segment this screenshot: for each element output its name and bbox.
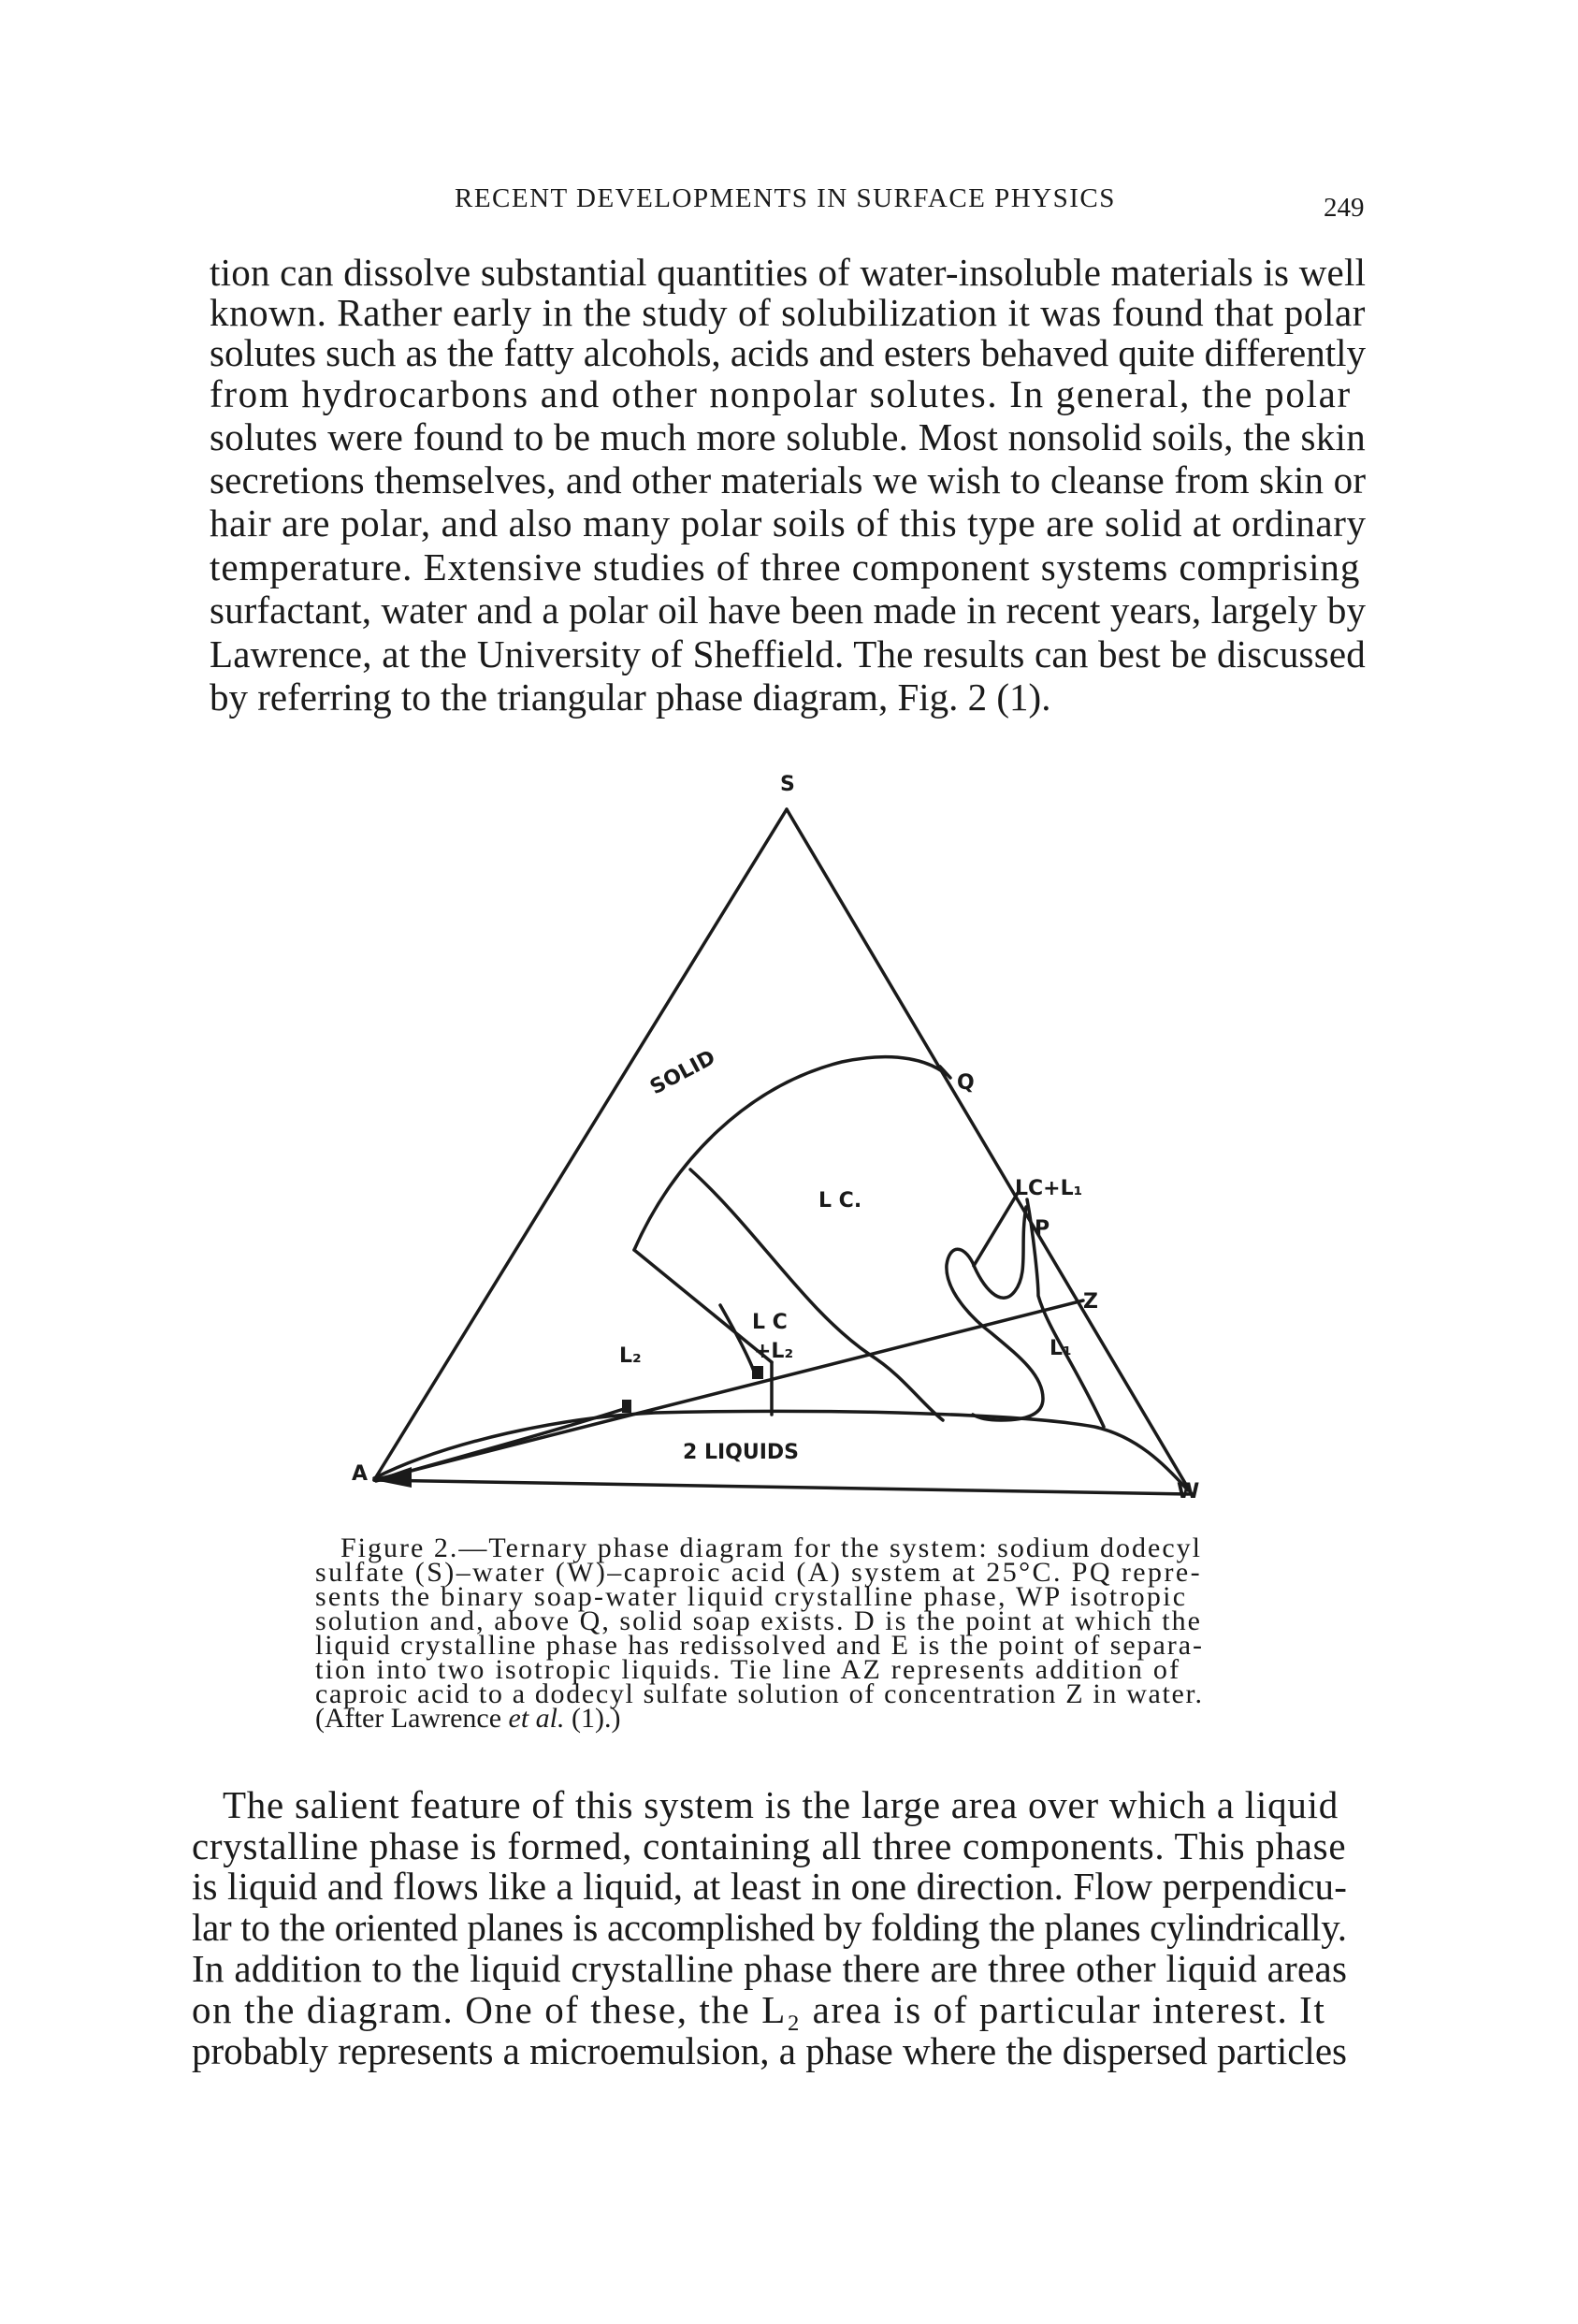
point-label-p: P [1035,1217,1050,1241]
text-line: Lawrence, at the University of Sheffield. The results can best be discussed [210,632,1366,675]
text-line: temperature. Extensive studies of three component systems comprising [210,545,1361,588]
text-line: on the diagram. One of these, the L₂ area is of particular interest. It [192,1988,1326,2031]
caption-line: Figure 2.—Ternary phase diagram for the system: sodium dodecyl [340,1532,1202,1563]
vertex-label-w: W [1177,1480,1200,1503]
tie-line-pq [974,1193,1018,1266]
text-line: is liquid and flows like a liquid, at least in one direction. Flow perpendicu- [192,1865,1347,1908]
point-d-marker [622,1400,631,1413]
region-label-lc-l2-top: L C [752,1311,788,1334]
text-line: surfactant, water and a polar oil have been made in recent years, largely by [210,588,1367,632]
edge-s-a [374,809,787,1480]
lc-lc-l2-boundary [690,1169,943,1420]
region-label-lc: L C. [818,1189,862,1213]
text-line: crystalline phase is formed, containing all three components. This phase [192,1824,1347,1867]
edge-s-w [787,809,1192,1494]
caption-line: sulfate (S)–water (W)–caproic acid (A) system at 25°C. PQ repre- [315,1557,1202,1588]
vertex-label-a: A [352,1462,369,1486]
caption-attribution-prefix: (After Lawrence [315,1703,509,1734]
text-line: In addition to the liquid crystalline phase there are three other liquid areas [192,1947,1348,1990]
text-line: solutes such as the fatty alcohols, acids and esters behaved quite differently [210,331,1366,374]
caption-line: caproic acid to a dodecyl sulfate solution of concentration Z in water. [315,1678,1204,1709]
text-line: by referring to the triangular phase diagram, Fig. 2 (1). [210,675,1051,719]
text-line: The salient feature of this system is the large area over which a liquid [223,1783,1339,1826]
page-number: 249 [1324,193,1365,223]
text-line: secretions themselves, and other materials we wish to cleanse from skin or [210,458,1367,501]
caption-line: solution and, above Q, solid soap exists. D is the point at which the [315,1605,1202,1636]
l2-lc-boundary [720,1305,756,1377]
edge-a-w [374,1480,1192,1494]
running-header: RECENT DEVELOPMENTS IN SURFACE PHYSICS [455,183,1116,213]
point-label-q: Q [957,1071,975,1095]
caption-line: tion into two isotropic liquids. Tie line AZ represents addition of [315,1654,1181,1685]
caption-line-last [315,1705,621,1733]
caption-line: liquid crystalline phase has redissolved and E is the point of separa- [315,1630,1204,1661]
text-line: from hydrocarbons and other nonpolar solutes. In general, the polar [210,372,1352,415]
text-line: known. Rather early in the study of solubilization it was found that polar [210,291,1366,334]
text-line: probably represents a microemulsion, a phase where the dispersed particles [192,2029,1348,2072]
text-line: solutes were found to be much more soluble. Most nonsolid soils, the skin [210,415,1366,458]
point-e-marker [752,1366,763,1379]
region-label-lc-l1: LC+L₁ [1015,1177,1083,1200]
text-line: lar to the oriented planes is accomplished by folding the planes cylindrically. [192,1906,1347,1949]
region-label-lc-l2-bottom: +L₂ [754,1340,794,1363]
text-line: hair are polar, and also many polar soils of this type are solid at ordinary [210,501,1367,545]
region-label-l1: L₁ [1050,1337,1072,1360]
caption-attribution-italic: et al. [508,1703,565,1734]
region-label-solid: SOLID [646,1046,720,1100]
region-label-two-liquids: 2 LIQUIDS [683,1441,800,1464]
region-label-l2: L₂ [619,1344,642,1368]
text-line: tion can dissolve substantial quantities of water-insoluble materials is well [210,251,1367,294]
caption-line: sents the binary soap-water liquid crystalline phase, WP isotropic [315,1581,1188,1612]
lc-l2-tie [634,1250,772,1362]
point-label-z: Z [1083,1290,1098,1314]
vertex-label-s: S [780,773,795,796]
caption-attribution-suffix: (1).) [564,1703,621,1734]
